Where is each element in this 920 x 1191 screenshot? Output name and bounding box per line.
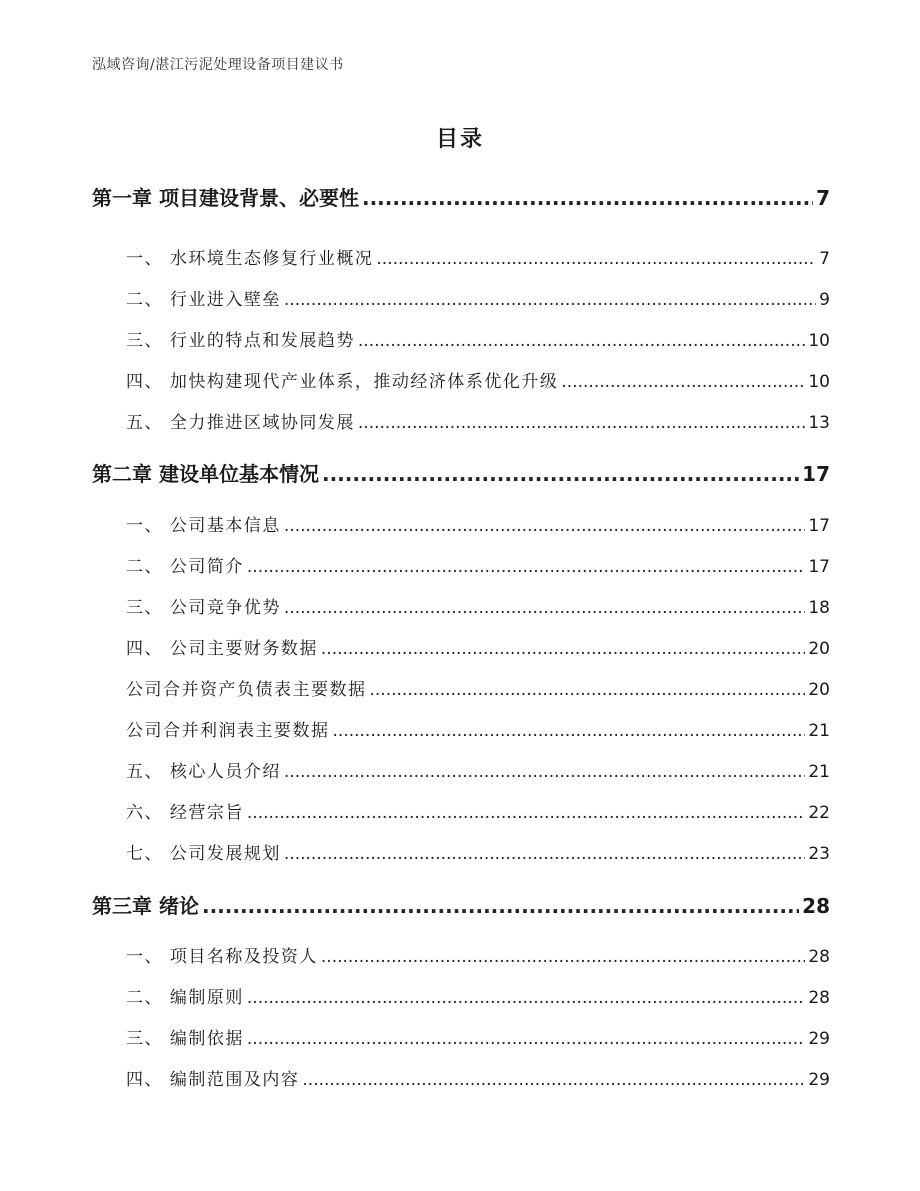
toc-entry-page-number: 28 [808, 988, 830, 1008]
toc-section-entry[interactable] [92, 942, 830, 968]
toc-entry-page-number: 7 [816, 186, 830, 210]
toc-title: 目录 [435, 127, 484, 152]
toc-entry-title: 七、 公司发展规划 [126, 844, 281, 864]
toc-entry-page-number: 9 [819, 290, 830, 310]
toc-entry-page-number: 29 [808, 1070, 830, 1090]
toc-entry-page-number: 7 [819, 249, 830, 269]
toc-dot-leader [358, 413, 805, 433]
toc-entry-page-number: 22 [808, 803, 830, 823]
toc-section-entry[interactable] [92, 757, 830, 783]
toc-section-entry[interactable] [92, 1024, 830, 1050]
toc-entry-title: 第一章 项目建设背景、必要性 [92, 186, 359, 210]
toc-entry-page-number: 10 [808, 331, 830, 351]
toc-entry-page-number: 23 [808, 844, 830, 864]
toc-entry-title: 二、 公司简介 [126, 557, 244, 577]
toc-entry-page-number: 20 [808, 680, 830, 700]
toc-section-entry[interactable] [92, 408, 830, 434]
toc-section-entry[interactable] [92, 367, 830, 393]
toc-entry-page-number: 13 [808, 413, 830, 433]
toc-dot-leader [284, 290, 816, 310]
toc-entry-title: 四、 编制范围及内容 [126, 1070, 300, 1090]
toc-entry-title: 四、 公司主要财务数据 [126, 639, 318, 659]
toc-dot-leader [321, 639, 805, 659]
toc-entry-title: 四、 加快构建现代产业体系，推动经济体系优化升级 [126, 372, 559, 392]
toc-section-entry[interactable] [92, 798, 830, 824]
toc-chapter-entry[interactable] [92, 890, 830, 920]
toc-dot-leader [321, 947, 805, 967]
toc-entry-title: 五、 全力推进区域协同发展 [126, 413, 355, 433]
toc-entry-title: 三、 行业的特点和发展趋势 [126, 331, 355, 351]
toc-section-entry[interactable] [92, 716, 830, 742]
toc-entry-page-number: 28 [808, 947, 830, 967]
toc-entry-title: 五、 核心人员介绍 [126, 762, 281, 782]
toc-dot-leader [333, 721, 806, 741]
toc-entry-title: 二、 编制原则 [126, 988, 244, 1008]
toc-section-entry[interactable] [92, 511, 830, 537]
toc-entry-title: 二、 行业进入壁垒 [126, 290, 281, 310]
toc-entry-page-number: 18 [808, 598, 830, 618]
toc-entry-page-number: 21 [808, 721, 830, 741]
toc-entry-title: 一、 水环境生态修复行业概况 [126, 249, 374, 269]
toc-entry-title: 三、 公司竞争优势 [126, 598, 281, 618]
toc-dot-leader [362, 186, 813, 210]
toc-section-entry[interactable] [92, 839, 830, 865]
toc-entry-title: 一、 公司基本信息 [126, 516, 281, 536]
toc-entry-page-number: 29 [808, 1029, 830, 1049]
toc-entry-page-number: 10 [808, 372, 830, 392]
toc-entry-page-number: 17 [808, 557, 830, 577]
toc-chapter-entry[interactable] [92, 182, 830, 212]
toc-section-entry[interactable] [92, 244, 830, 270]
toc-dot-leader [284, 762, 805, 782]
toc-dot-leader [302, 1070, 805, 1090]
toc-section-entry[interactable] [92, 285, 830, 311]
toc-dot-leader [284, 844, 805, 864]
toc-dot-leader [561, 372, 805, 392]
toc-dot-leader [202, 894, 799, 918]
toc-entry-page-number: 21 [808, 762, 830, 782]
toc-section-entry[interactable] [92, 634, 830, 660]
toc-entry-title: 公司合并资产负债表主要数据 [126, 680, 367, 700]
toc-section-entry[interactable] [92, 326, 830, 352]
toc-dot-leader [284, 516, 805, 536]
toc-dot-leader [358, 331, 805, 351]
toc-dot-leader [284, 598, 805, 618]
toc-entry-page-number: 17 [802, 462, 830, 486]
toc-entry-page-number: 17 [808, 516, 830, 536]
toc-dot-leader [322, 462, 799, 486]
toc-section-entry[interactable] [92, 675, 830, 701]
toc-section-entry[interactable] [92, 983, 830, 1009]
toc-dot-leader [247, 1029, 805, 1049]
toc-entry-title: 六、 经营宗旨 [126, 803, 244, 823]
toc-dot-leader [247, 988, 805, 1008]
toc-dot-leader [370, 680, 806, 700]
toc-entry-title: 第二章 建设单位基本情况 [92, 462, 319, 486]
toc-entry-title: 三、 编制依据 [126, 1029, 244, 1049]
toc-section-entry[interactable] [92, 593, 830, 619]
toc-chapter-entry[interactable] [92, 458, 830, 488]
toc-dot-leader [247, 803, 805, 823]
toc-entry-title: 第三章 绪论 [92, 894, 199, 918]
toc-entry-page-number: 28 [802, 894, 830, 918]
toc-section-entry[interactable] [92, 552, 830, 578]
toc-dot-leader [376, 249, 816, 269]
toc-entry-title: 一、 项目名称及投资人 [126, 947, 318, 967]
toc-section-entry[interactable] [92, 1065, 830, 1091]
toc-entry-page-number: 20 [808, 639, 830, 659]
page-header: 泓域咨询/湛江污泥处理设备项目建议书 [92, 57, 344, 73]
toc-entry-title: 公司合并利润表主要数据 [126, 721, 330, 741]
toc-dot-leader [247, 557, 805, 577]
